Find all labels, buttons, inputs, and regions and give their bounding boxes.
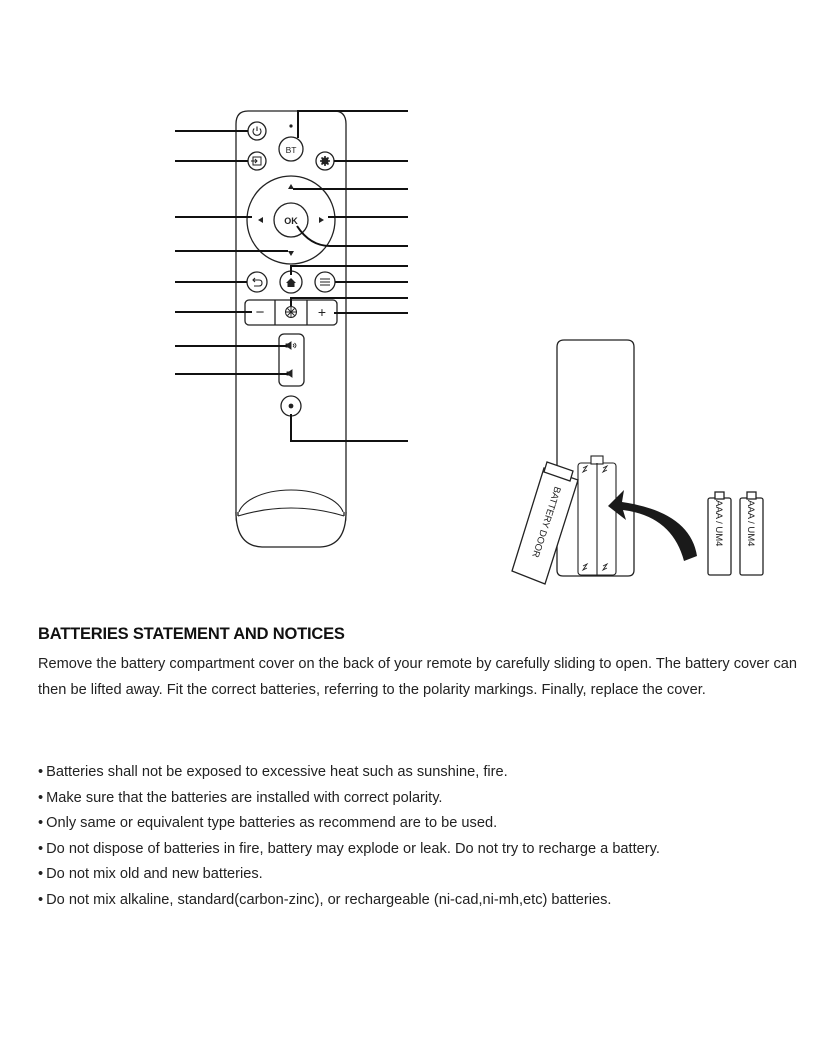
list-item: • Do not mix alkaline, standard(carbon-zinc), or rechargeable (ni-cad,ni-mh,etc) batteries.	[38, 888, 828, 914]
speaker-loud-icon[interactable]	[286, 342, 296, 349]
ok-label: OK	[284, 216, 298, 226]
remote-back	[512, 340, 763, 584]
settings-button[interactable]	[316, 152, 334, 170]
menu-button[interactable]	[315, 272, 335, 292]
down-arrow-icon	[288, 251, 294, 256]
list-item: • Do not mix old and new batteries.	[38, 862, 828, 888]
gear-icon	[320, 156, 330, 166]
menu-icon	[320, 279, 330, 285]
power-icon	[253, 127, 261, 136]
back-button[interactable]	[247, 272, 267, 292]
bt-label: BT	[285, 145, 297, 155]
input-icon	[251, 157, 261, 165]
list-item: • Batteries shall not be exposed to excessive heat such as sunshine, fire.	[38, 760, 828, 786]
mic-icon	[289, 404, 294, 409]
notices-list	[38, 760, 828, 913]
insert-arrow-icon	[608, 490, 697, 561]
back-icon	[253, 278, 262, 286]
list-item: • Only same or equivalent type batteries as recommend are to be used.	[38, 811, 828, 837]
mute-button[interactable]	[286, 307, 297, 318]
voice-icon	[286, 307, 296, 317]
compartment-batteries	[578, 456, 616, 575]
sound-keys	[279, 334, 304, 386]
list-item: • Make sure that the batteries are installed with correct polarity.	[38, 786, 828, 812]
plus-label: +	[317, 304, 327, 320]
battery-label-2: AAA / UM4	[745, 500, 756, 547]
right-arrow-icon	[319, 217, 324, 223]
minus-label: −	[255, 304, 265, 321]
list-item: • Do not dispose of batteries in fire, battery may explode or leak. Do not try to recharge a battery.	[38, 837, 828, 863]
battery-door-label: BATTERY DOOR	[529, 485, 563, 559]
notices-title: BATTERIES STATEMENT AND NOTICES	[38, 625, 345, 643]
battery-label-1: AAA / UM4	[713, 500, 724, 547]
input-source-button[interactable]	[248, 152, 266, 170]
indicator-led	[289, 124, 292, 127]
remote-front	[236, 111, 346, 548]
home-icon	[286, 278, 296, 287]
voice-button[interactable]	[281, 396, 301, 416]
left-arrow-icon	[258, 217, 263, 223]
power-button[interactable]	[248, 122, 266, 140]
notices-intro: Remove the battery compartment cover on the back of your remote by carefully sliding to open. The battery cover can then be lifted away. Fit the correct batteries, referring to the polarity markings. Finally, replace the cover.	[38, 656, 797, 698]
